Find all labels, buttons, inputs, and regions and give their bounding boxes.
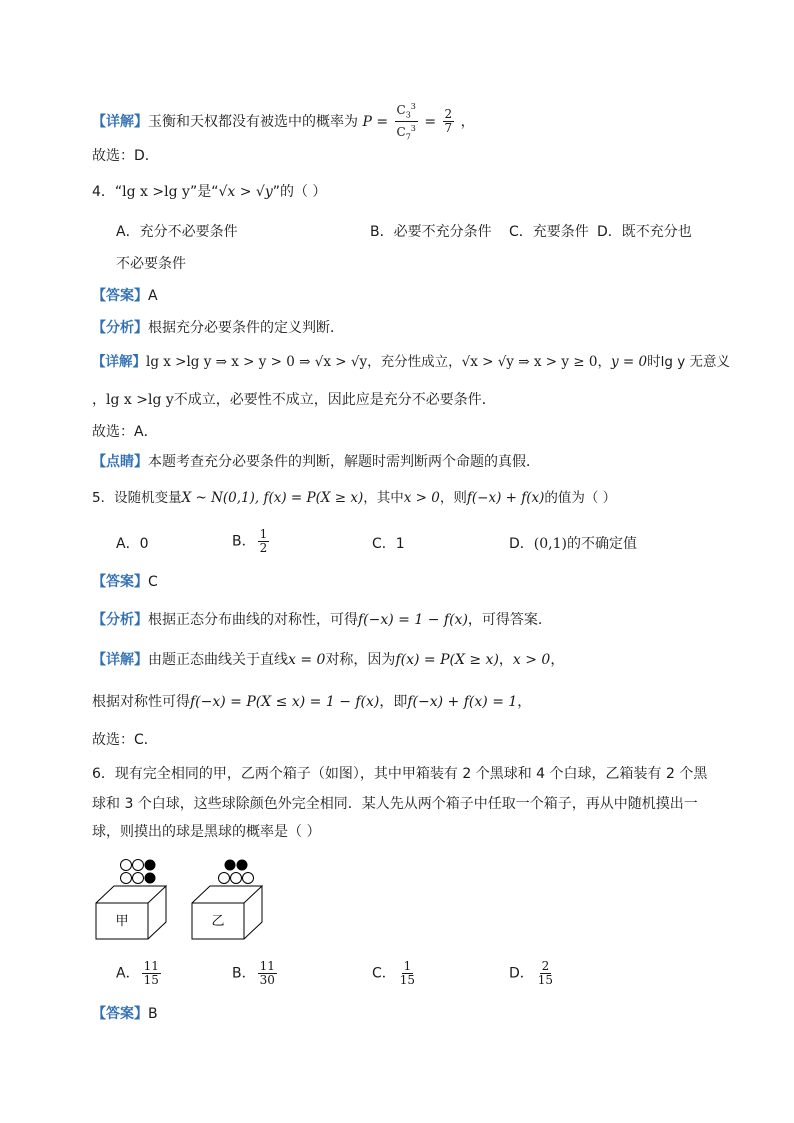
q4-detail-text3: 不成立，必要性不成立，因此应是充分不必要条件．: [173, 392, 496, 408]
comb-num-sup: 3: [410, 102, 416, 111]
combination-fraction: [395, 100, 418, 144]
q6-option-b-num: 11: [259, 959, 275, 973]
q5-option-a: A．0: [116, 536, 149, 552]
q5-stem: [92, 488, 616, 508]
q5-l2-a: 根据对称性可得: [92, 694, 190, 710]
q4-analysis: [92, 318, 344, 338]
q4-option-c: C．充要条件: [509, 224, 589, 240]
q4-option-b: B．必要不充分条件: [370, 224, 492, 240]
q4-detail-expr3: y = 0: [610, 354, 648, 370]
boxes-figure: [92, 855, 292, 947]
q5-option-b-frac: [258, 528, 270, 555]
q6-option-a-label: A．: [116, 965, 140, 982]
q5-stem-a: 5．设随机变量: [92, 490, 182, 506]
q6-option-a-frac: [142, 960, 161, 987]
q4-stem-pre: 4．“: [92, 184, 123, 200]
q5-det-e: ，: [498, 652, 513, 668]
q4-option-d-cont: 不必要条件: [116, 256, 186, 272]
detail-tag: 【详解】: [92, 354, 146, 370]
q6-option-c-frac: [398, 960, 417, 987]
q6-option-a: [116, 960, 163, 987]
answer-value: B: [148, 1006, 158, 1022]
q6-option-d-label: D．: [509, 965, 534, 982]
q4-pick: 故选：A．: [92, 424, 158, 440]
answer-tag: 【答案】: [92, 574, 148, 590]
q5-l2-c: ，即: [379, 694, 408, 710]
q6-option-a-den: 15: [143, 973, 159, 987]
box-yi: [192, 886, 262, 939]
answer-value: C: [148, 574, 158, 590]
q6-option-b-den: 30: [259, 973, 275, 987]
q6-option-b: [232, 960, 279, 987]
q6-stem-3: 球，则摸出的球是黑球的概率是（ ）: [92, 824, 321, 840]
q6-option-a-num: 11: [143, 959, 159, 973]
result-fraction: [443, 108, 455, 135]
q5-l2-e: ，: [517, 694, 532, 710]
q4-option-a: A．充分不必要条件: [116, 224, 238, 240]
detail-tag: 【详解】: [92, 113, 148, 130]
q4-cond-b: √x > √y: [218, 184, 273, 200]
note-tag: 【点睛】: [92, 454, 148, 470]
q5-option-b-num: 1: [259, 527, 268, 541]
q6-option-d-num: 2: [541, 959, 550, 973]
q6-option-d-frac: [536, 960, 555, 987]
q6-option-c-num: 1: [403, 959, 412, 973]
q5-stem-c: ，其中: [363, 490, 404, 506]
q5-answer: [92, 572, 158, 592]
box-jia-label: 甲: [115, 914, 129, 929]
pick-line-q3: 故选：D．: [92, 148, 159, 164]
answer-value: A: [148, 288, 158, 304]
q5-option-b-label: B．: [232, 533, 256, 550]
q6-option-d-den: 15: [537, 973, 554, 987]
box-yi-label: 乙: [211, 914, 225, 929]
detail-tag: 【详解】: [92, 652, 148, 668]
analysis-tag: 【分析】: [92, 320, 148, 336]
q6-option-b-frac: [258, 960, 277, 987]
q4-detail-expr1: lg x >lg y ⇒ x > y > 0 ⇒ √x > √y: [146, 354, 368, 370]
q4-detail-text1: ，充分性成立，: [367, 354, 462, 370]
q6-option-c-den: 15: [399, 973, 416, 987]
equals-sign-2: =: [424, 113, 437, 130]
analysis-text-c: ，可得答案.: [467, 612, 543, 628]
q5-detail-2: [92, 692, 531, 712]
q5-det-g: ，: [550, 652, 565, 668]
q5-option-b-den: 2: [259, 541, 268, 555]
q4-stem-mid: ”是“: [189, 184, 219, 200]
q4-detail-comma2: ，: [92, 392, 106, 408]
q5-det-a: 由题正态曲线关于直线: [148, 652, 288, 668]
analysis-tag: 【分析】: [92, 612, 148, 628]
q4-cond-a: lg x >lg y: [122, 184, 190, 200]
box-yi-balls: [219, 860, 254, 884]
q5-option-c: C．1: [372, 536, 405, 552]
q5-option-d-text: 的不确定值: [566, 536, 637, 552]
q5-det-b: x = 0: [288, 652, 326, 668]
q4-note: [92, 452, 540, 472]
q5-l2-b: f(−x) = P(X ≤ x) = 1 − f(x): [190, 694, 380, 710]
q4-stem-post: ”的（ ）: [272, 184, 327, 200]
q5-stem-f: f(−x) + f(x): [466, 490, 545, 506]
q6-option-c: [372, 960, 419, 987]
answer-tag: 【答案】: [92, 288, 148, 304]
q5-det-f: x > 0: [512, 652, 551, 668]
q5-stem-g: 的值为（ ）: [544, 490, 617, 506]
analysis-expr: f(−x) = 1 − f(x): [358, 612, 468, 628]
comb-num-c: C: [396, 103, 406, 117]
q5-stem-d: x > 0: [403, 490, 440, 506]
detail-line-q3: [92, 100, 475, 144]
line-end: ，: [460, 113, 475, 130]
q6-option-c-label: C．: [372, 965, 396, 982]
q5-option-d-interval: (0,1): [533, 536, 567, 552]
q5-option-b: [232, 528, 271, 555]
q6-option-b-label: B．: [232, 965, 256, 982]
note-text: 本题考查充分必要条件的判断，解题时需判断两个命题的真假．: [148, 454, 540, 470]
q6-option-d: [509, 960, 557, 987]
q5-l2-d: f(−x) + f(x) = 1: [407, 694, 518, 710]
q4-answer: [92, 286, 158, 306]
q4-stem: [92, 182, 326, 202]
result-num: 2: [444, 107, 453, 122]
analysis-text: 根据充分必要条件的定义判断．: [148, 320, 344, 336]
q5-det-d: f(x) = P(X ≥ x): [395, 652, 499, 668]
comb-den-sub: 7: [405, 132, 411, 142]
q5-stem-e: ，则: [439, 490, 467, 506]
q4-detail-1: [92, 352, 730, 372]
q4-detail-2: [92, 390, 496, 410]
q4-detail-text2: 时lg y 无意义: [647, 354, 730, 370]
comb-num-sub: 3: [405, 110, 411, 120]
comb-den-sup: 3: [410, 124, 416, 134]
q6-stem-1: 6．现有完全相同的甲，乙两个箱子（如图），其中甲箱装有 2 个黑球和 4 个白球，乙箱装有 2 个黑: [92, 766, 708, 782]
comb-den-c: C: [396, 125, 406, 140]
q4-detail-expr4: lg x >lg y: [106, 392, 174, 408]
q5-analysis: [92, 610, 542, 630]
q5-detail-1: [92, 650, 564, 670]
equals-sign: =: [376, 113, 389, 130]
q4-option-d: D．既不充分也: [597, 224, 692, 240]
q6-stem-2: 球和 3 个白球，这些球除颜色外完全相同．某人先从两个箱子中任取一个箱子，再从中随机摸出一: [92, 796, 698, 812]
q6-answer: [92, 1004, 158, 1024]
analysis-text-a: 根据正态分布曲线的对称性，可得: [148, 612, 358, 628]
q5-option-d-label: D．: [509, 536, 534, 552]
q4-detail-comma: ，: [597, 354, 611, 370]
q5-option-d: [509, 534, 637, 554]
detail-text: 玉衡和天权都没有被选中的概率为: [148, 113, 358, 130]
box-jia-balls: [121, 860, 156, 884]
box-jia: [96, 886, 166, 939]
answer-tag: 【答案】: [92, 1006, 148, 1022]
q5-stem-b: X ~ N(0,1), f(x) = P(X ≥ x): [181, 490, 364, 506]
q4-detail-expr2: √x > √y ⇒ x > y ≥ 0: [461, 354, 598, 370]
q5-det-c: 对称，因为: [325, 652, 396, 668]
q5-pick: 故选：C．: [92, 732, 158, 748]
result-den: 7: [444, 121, 453, 136]
prob-symbol: P: [362, 113, 372, 130]
